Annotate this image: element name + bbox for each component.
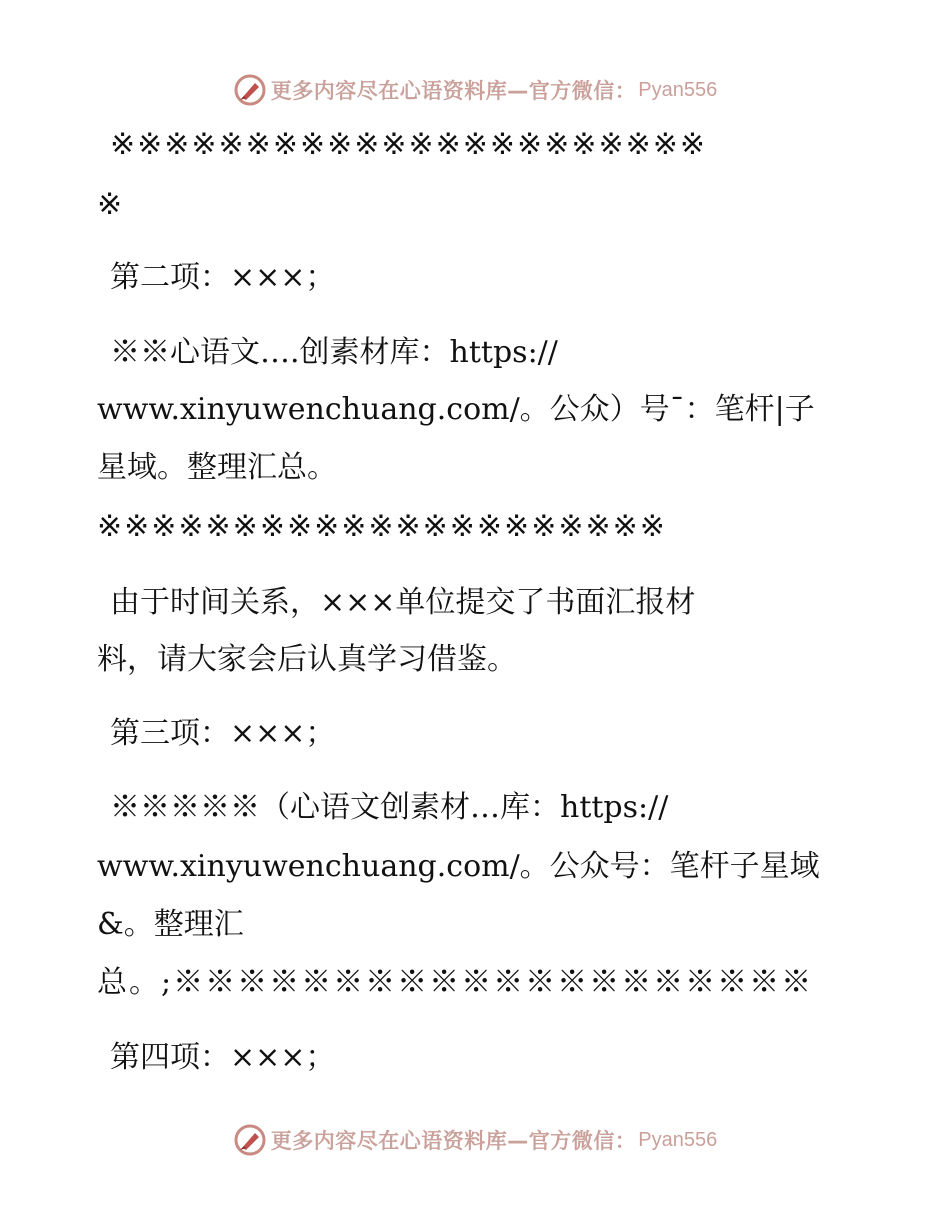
watermark-text: 更多内容尽在心语资料库—官方微信： (270, 1129, 637, 1153)
paragraph-line: 总。;※※※※※※※※※※※※※※※※※※※※ (97, 965, 814, 1000)
symbol-line: ※※※※※※※※※※※※※※※※※※※※※ (97, 509, 667, 544)
wechat-id: Pyan556 (638, 1128, 718, 1151)
watermark-text: 更多内容尽在心语资料库—官方微信： (270, 79, 637, 103)
item-heading: 第三项：×××； (110, 716, 336, 751)
paragraph-line: 由于时间关系，×××单位提交了书面汇报材 (110, 585, 696, 620)
symbol-line: ※※※※※※※※※※※※※※※※※※※※※※ (110, 127, 708, 162)
header-watermark (0, 70, 950, 110)
paragraph-line: ※※※※※（心语文创素材…库：https:// (110, 790, 669, 825)
pen-nib-logo-icon (233, 1123, 267, 1157)
pen-nib-logo-icon (233, 73, 267, 107)
item-heading: 第二项：×××； (110, 260, 336, 295)
footer-watermark (0, 1120, 950, 1160)
paragraph-line: 星域。整理汇总。 (97, 450, 337, 485)
paragraph-line: www.xinyuwenchuang.com/。公众号：笔杆子星域 (97, 849, 820, 884)
paragraph-line: ※※心语文….创素材库：https:// (110, 335, 558, 370)
symbol-line: ※ (97, 187, 123, 222)
paragraph-line: 料，请大家会后认真学习借鉴。 (97, 642, 517, 677)
paragraph-line: &。整理汇 (97, 907, 244, 942)
paragraph-line: www.xinyuwenchuang.com/。公众）号¯：笔杆|子 (97, 392, 815, 427)
item-heading: 第四项：×××； (110, 1040, 336, 1075)
wechat-id: Pyan556 (638, 78, 718, 101)
